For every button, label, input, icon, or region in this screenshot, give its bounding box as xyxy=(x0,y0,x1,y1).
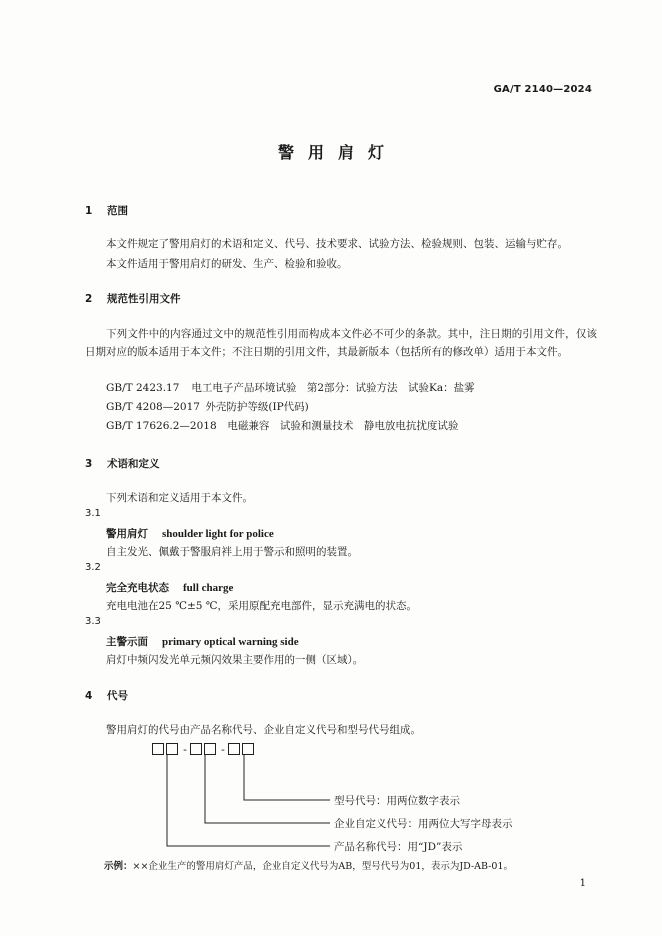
document-title: 警用肩灯 xyxy=(277,143,398,162)
section-title: 规范性引用文件 xyxy=(107,293,181,305)
reference-code: GB/T 4208—2017 xyxy=(106,401,200,413)
normative-refs-intro: 下列文件中的内容通过文中的规范性引用而构成本文件必不可少的条款。其中，注日期的引用文件，仅该日期对应的版本适用于本文件；不注日期的引用文件，其最新版本（包括所有的修改单）适用于本文件。 xyxy=(85,328,597,358)
model-code-leader xyxy=(244,755,330,800)
reference-title: 外壳防护等级(IP代码) xyxy=(205,401,309,413)
code-intro: 警用肩灯的代号由产品名称代号、企业自定义代号和型号代号组成。 xyxy=(106,724,421,736)
reference-code: GB/T 17626.2—2018 xyxy=(106,420,217,432)
reference-title: 电工电子产品环境试验 第2部分：试验方法 试验Ka：盐雾 xyxy=(191,382,475,394)
standard-number: GA/T 2140—2024 xyxy=(493,84,592,95)
scope-paragraph-2: 本文件适用于警用肩灯的研发、生产、检验和验收。 xyxy=(106,258,348,270)
reference-code: GB/T 2423.17 xyxy=(106,382,180,394)
reference-title: 电磁兼容 试验和测量技术 静电放电抗扰度试验 xyxy=(227,420,459,432)
enterprise-code-leader xyxy=(205,755,330,823)
terms-intro: 下列术语和定义适用于本文件。 xyxy=(106,492,253,504)
section-title: 范围 xyxy=(107,205,128,217)
term-definition: 肩灯中频闪发光单元频闪效果主要作用的一侧（区域）。 xyxy=(106,654,364,666)
term-definition: 充电电池在25 ℃±5 ℃，采用原配充电部件，显示充满电的状态。 xyxy=(106,600,418,612)
term-chinese: 主警示面 xyxy=(106,636,148,648)
scope-paragraph-1: 本文件规定了警用肩灯的术语和定义、代号、技术要求、试验方法、检验规则、包装、运输与贮存。 xyxy=(106,238,568,250)
term-english: shoulder light for police xyxy=(162,528,274,540)
example-label: 示例： xyxy=(104,861,133,872)
term-chinese: 完全充电状态 xyxy=(106,582,169,594)
term-english: primary optical warning side xyxy=(162,636,299,648)
code-example xyxy=(104,858,513,872)
section-title: 代号 xyxy=(107,690,128,702)
code-separator: - xyxy=(183,742,187,756)
section-title: 术语和定义 xyxy=(107,458,160,470)
section-number: 4 xyxy=(85,690,93,702)
example-text: ××企业生产的警用肩灯产品，企业自定义代号为AB，型号代号为01，表示为JD-AB-01。 xyxy=(132,861,513,872)
term-definition: 自主发光、佩戴于警服肩袢上用于警示和照明的装置。 xyxy=(106,546,358,558)
term-number: 3.1 xyxy=(85,508,101,519)
term-number: 3.2 xyxy=(85,562,101,573)
model-code-label: 型号代号：用两位数字表示 xyxy=(334,795,460,807)
enterprise-code-label: 企业自定义代号：用两位大写字母表示 xyxy=(334,818,513,830)
term-english: full charge xyxy=(183,582,234,594)
section-number: 2 xyxy=(85,293,93,305)
section-number: 1 xyxy=(85,205,93,217)
product-code-label: 产品名称代号：用“JD”表示 xyxy=(334,841,463,853)
term-number: 3.3 xyxy=(85,616,101,627)
page-number: 1 xyxy=(579,878,586,889)
code-separator: - xyxy=(221,742,225,756)
section-number: 3 xyxy=(85,458,93,470)
term-chinese: 警用肩灯 xyxy=(106,528,148,540)
